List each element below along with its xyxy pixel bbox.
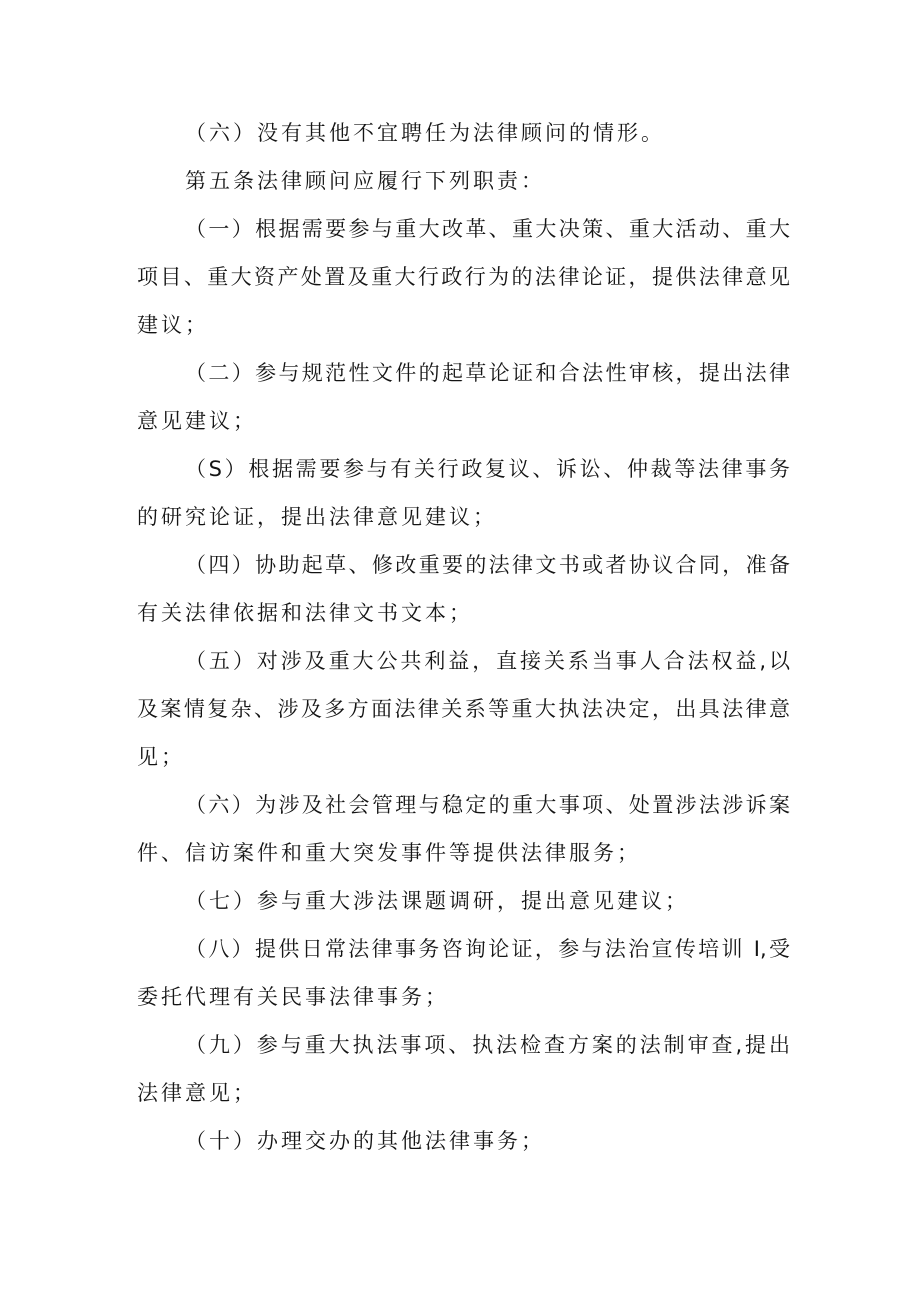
text-line: （二）参与规范性文件的起草论证和合法性审核，提出法律 — [185, 361, 790, 385]
text-line: 件、信访案件和重大突发事件等提供法律服务； — [137, 841, 641, 865]
duty-item-7 — [137, 877, 790, 925]
article-5-heading — [137, 157, 790, 205]
text-line: 意见建议； — [137, 409, 257, 433]
text-line: （六）没有其他不宜聘任为法律顾问的情形。 — [185, 121, 665, 145]
text-line: 及案情复杂、涉及多方面法律关系等重大执法决定，出具法律意 — [137, 697, 790, 721]
duty-item-8 — [137, 925, 790, 1021]
paragraph-item-6-no-other-unsuitable — [137, 109, 790, 157]
text-line: 建议； — [137, 313, 209, 337]
text-line: （九）参与重大执法事项、执法检查方案的法制审查,提出 — [185, 1033, 790, 1057]
text-line: （七）参与重大涉法课题调研，提出意见建议； — [185, 889, 689, 913]
text-line: 有关法律依据和法律文书文本； — [137, 601, 473, 625]
text-line: （十）办理交办的其他法律事务； — [185, 1129, 545, 1153]
text-line: 法律意见； — [137, 1081, 257, 1105]
text-line: （S）根据需要参与有关行政复议、诉讼、仲裁等法律事务 — [185, 457, 790, 481]
duty-item-4 — [137, 541, 790, 637]
text-line: 委托代理有关民事法律事务； — [137, 985, 449, 1009]
text-line: （四）协助起草、修改重要的法律文书或者协议合同，准备 — [185, 553, 790, 577]
text-line: 的研究论证，提出法律意见建议； — [137, 505, 497, 529]
text-line: 第五条法律顾问应履行下列职责： — [185, 169, 545, 193]
duty-item-6 — [137, 781, 790, 877]
text-line: （一）根据需要参与重大改革、重大决策、重大活动、重大 — [185, 217, 790, 241]
text-line: 见； — [137, 745, 185, 769]
duty-item-2 — [137, 349, 790, 445]
duty-item-9 — [137, 1021, 790, 1117]
duty-item-10 — [137, 1117, 790, 1165]
text-line: （八）提供日常法律事务咨询论证，参与法治宣传培训 I,受 — [185, 937, 790, 961]
text-line: 项目、重大资产处置及重大行政行为的法律论证，提供法律意见 — [137, 265, 790, 289]
text-line: （六）为涉及社会管理与稳定的重大事项、处置涉法涉诉案 — [185, 793, 790, 817]
duty-item-1 — [137, 205, 790, 349]
text-line: （五）对涉及重大公共利益，直接关系当事人合法权益,以 — [185, 649, 790, 673]
duty-item-3 — [137, 445, 790, 541]
document-body — [137, 109, 790, 1165]
duty-item-5 — [137, 637, 790, 781]
